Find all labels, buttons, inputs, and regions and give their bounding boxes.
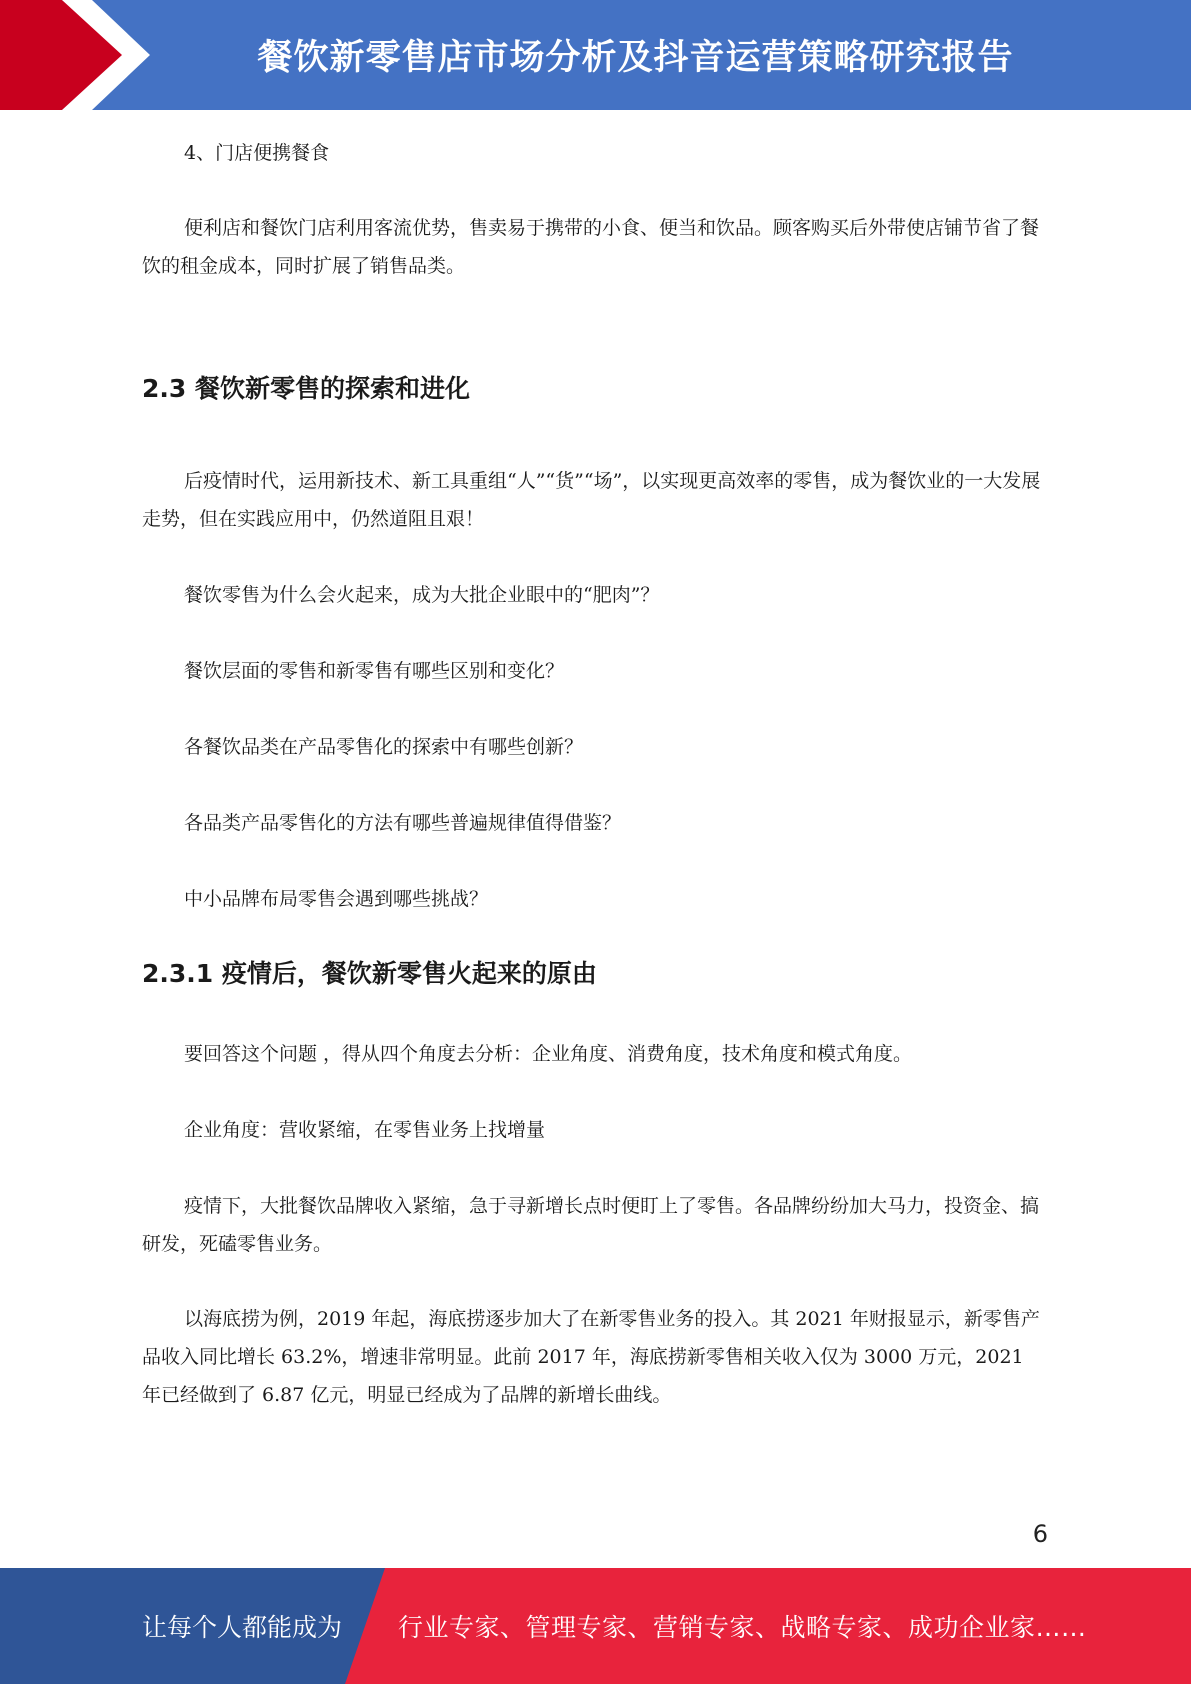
question-item: 各餐饮品类在产品零售化的探索中有哪些创新？ (184, 736, 584, 758)
question-item: 各品类产品零售化的方法有哪些普遍规律值得借鉴？ (184, 812, 622, 834)
paragraph: 疫情下，大批餐饮品牌收入紧缩，急于寻新增长点时便盯上了零售。各品牌纷纷加大马力，投资金、搞研发，死磕零售业务。 (142, 1195, 1040, 1255)
page-header (0, 0, 1191, 110)
paragraph: 后疫情时代，运用新技术、新工具重组“人”“货”“场”，以实现更高效率的零售，成为餐饮业的一大发展走势，但在实践应用中，仍然道阻且艰！ (142, 470, 1041, 530)
section-heading: 2.3 餐饮新零售的探索和进化 (142, 374, 470, 403)
report-title: 餐饮新零售店市场分析及抖音运营策略研究报告 (257, 38, 1014, 78)
page-number: 6 (1032, 1520, 1048, 1548)
paragraph: 企业角度：营收紧缩，在零售业务上找增量 (184, 1119, 546, 1141)
question-item: 餐饮层面的零售和新零售有哪些区别和变化？ (184, 660, 565, 682)
question-item: 中小品牌布局零售会遇到哪些挑战？ (184, 888, 489, 910)
footer-slogan-left: 让每个人都能成为 (142, 1613, 343, 1642)
paragraph: 以海底捞为例，2019 年起，海底捞逐步加大了在新零售业务的投入。其 2021 年财报显示，新零售产品收入同比增长 63.2%，增速非常明显。此前 2017 年，海底捞新零售相关收入仅为 3000 万元，2021 年已经做到了 6.87 亿元，明显已经成为了品牌的新增长曲线。 (142, 1308, 1040, 1406)
question-item: 餐饮零售为什么会火起来，成为大批企业眼中的“肥肉”？ (184, 584, 660, 606)
paragraph: 要回答这个问题 ，得从四个角度去分析：企业角度、消费角度，技术角度和模式角度。 (184, 1043, 913, 1065)
list-item-heading: 4、门店便携餐食 (184, 142, 330, 164)
paragraph: 便利店和餐饮门店利用客流优势，售卖易于携带的小食、便当和饮品。顾客购买后外带使店铺节省了餐饮的租金成本，同时扩展了销售品类。 (142, 217, 1040, 277)
page-footer (0, 1568, 1191, 1684)
subsection-heading: 2.3.1 疫情后，餐饮新零售火起来的原由 (142, 959, 597, 988)
footer-slogan-right: 行业专家、管理专家、营销专家、战略专家、成功企业家…… (398, 1613, 1087, 1642)
